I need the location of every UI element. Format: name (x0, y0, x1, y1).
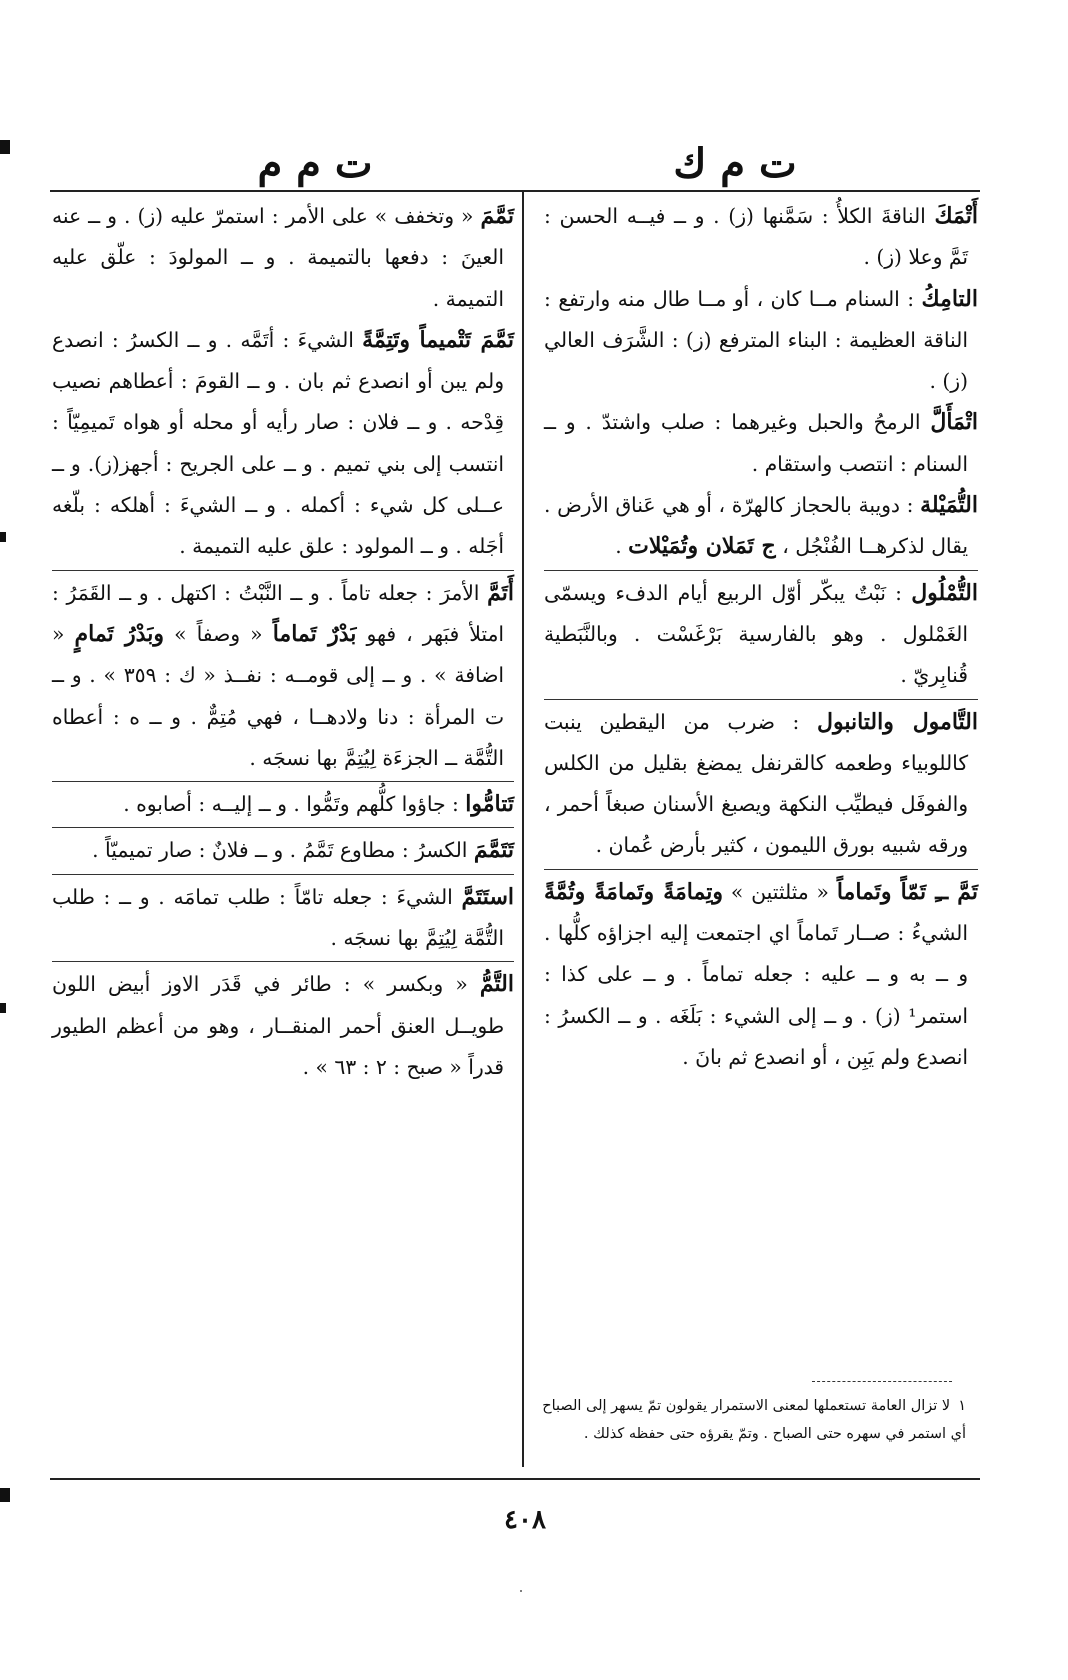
entry-itmaalla (544, 402, 978, 485)
definition-end: . (615, 534, 629, 559)
right-column (536, 196, 978, 1078)
definition: « مثلثتين » (722, 879, 837, 904)
footnote-rule (812, 1381, 952, 1382)
definition-continued: الشيءُ : صــار تَماماً اي اجتمعت إليه اجزاؤه كلُّها . و ــ به و ــ عليه : جعله تماماً . و ــ على كذا : استمر¹ (ز) . و ــ إلى الشيء : بَلَغَه . و ــ الكسرُ : انصدع ولم يَبِن ، أو انصدع ثم بانَ . (544, 921, 968, 1069)
header-right-root: ت م ك (673, 140, 797, 187)
definition: « وتخفف » على الأمر : استمرّ عليه (ز) . و ــ عنه العينَ : دفعها بالتميمة . و ــ المولودَ : علّق عليه التميمة . (52, 204, 504, 311)
definition: الشيءَ : جعله تامّاً : طلب تمامَه . و ــ : طلب التُّمَّة لِيُتِمَّ بها نسجَه . (52, 884, 504, 951)
definition: الناقةَ الكلأُ : سَمَّنها (ز) . و ــ فيــه الحسن : تَمَّ وعلا (ز) . (544, 204, 968, 270)
definition: الكسرُ : مطاوع تَمَّمُ . و ــ فلانٌ : صار تميميّاً . (92, 838, 474, 863)
definition: : دويبة بالحجاز كالهرّة ، أو هي عَناق الأرض . يقال لذكرهــا الفُنْجُل ، (544, 493, 968, 559)
headword: تَتامُّوا (465, 791, 514, 818)
plural-forms: ج تَمَلان وتُمَيْلات (628, 533, 776, 560)
bottom-rule (50, 1478, 980, 1480)
headword: التَّامول والتانبول (816, 708, 978, 735)
entry-altamik (544, 279, 978, 403)
headword: أَتَمَّ (487, 579, 514, 606)
definition-continued: « وصفاً » (163, 621, 273, 646)
entry-altamul (544, 699, 978, 867)
binding-mark-top (0, 140, 10, 154)
headword: اتْمَأَلَّ (930, 409, 978, 436)
entry-tammama-wa (52, 196, 514, 320)
top-rule (50, 190, 980, 192)
entry-istatamma (52, 874, 514, 960)
definition-end: « اضافة » . و ــ إلى قومــه : نفــذ « ك : ٣٥٩ » . و ــ ت المرأة : دنا ولادهــا ، فهي مُتِمٌّ . و ــ ه : أعطاه التُّمَّة ــ الجزءَة لِيُتِمَّ بها نسجَه . (52, 621, 504, 770)
entry-attumm (52, 961, 514, 1088)
binding-mark-lower (0, 1003, 6, 1013)
headword: تَمَّمَ (480, 203, 514, 229)
left-column (52, 196, 514, 1088)
entry-tatammama (52, 827, 514, 871)
footnote (536, 1392, 966, 1448)
entry-atmaka (544, 196, 978, 279)
entry-atamma (52, 570, 514, 779)
column-divider (522, 192, 524, 1467)
headword: تَمَّمَ تَتْميماً وتَتِمَّةً (362, 326, 514, 353)
entry-altumlul (544, 570, 978, 697)
binding-mark-middle (0, 532, 6, 542)
definition: : ضرب من اليقطين ينبت كاللوبياء وطعمه كالقرنفل يمضغ بقليل من الكلس والفوفَل فيطيِّب النكهة ويصبغ الأسنان صبغاً أحمر ، ورقه شبيه بورق الليمون ، كثير بأرض عُمان . (544, 709, 968, 858)
definition: الشيءَ : أتَمَّه . و ــ الكسرُ : انصدع ولم يبن أو انصدع ثم بان . و ــ القومَ : أعطاهم نصيب قِدْحه . و ــ فلان : صار رأيه أو محله أو هواه تَميمِيّاً : انتسب إلى بني تميم . و ــ على الجريح : أجهز(ز). و ــ عــلى كل شيء : أكمله . و ــ الشيءَ : أهلكه : بلّغه أجَله . و ــ المولود : علق عليه التميمة . (52, 327, 504, 559)
definition: : السنام مــا كان ، أو مــا طال منه وارتفع : الناقة العظيمة : البناء المترفع (ز) : الشَّرَف العالي (ز) . (544, 286, 968, 394)
header-left-root: ت م م (257, 140, 373, 187)
definition: : نَبْتٌ يبكّر أوّل الربيع أيام الدفء ويسمّى الغَمْلول . وهو بالفارسية بَرْغَسْت . وبالنَّبَطية قُنابِريّ . (544, 580, 968, 688)
speck (520, 1590, 522, 1592)
definition: الأمرَ : جعله تاماً . و ــ النَّبْتُ : اكتهل . و ــ القَمَرُ : امتلأ فبَهر ، فهو (52, 580, 504, 646)
definition: : جاؤوا كلُّهم وتَمُّوا . و ــ إليــه : أصابوه . (123, 792, 466, 817)
entry-tamma (544, 869, 978, 1078)
entry-tatammu (52, 781, 514, 825)
headword: التامِكُ (921, 285, 978, 312)
definition: « وبكسر » : طائر في قَدَر الاوز أبيض اللون طويــل العنق أحمر المنقــار ، وهو من أعظم الطيور قدراً « صبح : ٢ : ٦٣ » . (52, 972, 504, 1079)
headword: تَمَّ ــِ تَمّاً وتَماماً (836, 878, 979, 905)
headword-variants: وتِمامَةً وتَمامَةً وتُمَّةً (544, 878, 723, 905)
binding-mark-bottom (0, 1488, 10, 1502)
phrase-badr-tamaman: بَدْرٌ تَماماً (272, 620, 357, 647)
headword: تَتَمَّمَ (473, 837, 514, 864)
headword: استَتَمَّ (461, 883, 514, 910)
headword: أَتْمَكَ (934, 203, 978, 229)
headword: التَّمُّ (479, 971, 514, 998)
footnote-text: لا تزال العامة تستعملها لمعنى الاستمرار يقولون تمّ يسهر إلى الصباح أي استمر في سهره حتى الصباح . وتمّ يقرؤه حتى حفظه كذلك . (542, 1398, 966, 1442)
phrase-badru-tamam: وبَدْرُ تَمامٍ (74, 620, 164, 647)
headword: التُّمَيْلة (920, 492, 978, 519)
headword: التُّمْلُول (911, 579, 978, 606)
footnote-number: ١ (958, 1398, 966, 1414)
definition: الرمحُ والحبل وغيرهما : صلب واشتدّ . و ــ السنام : انتصب واستقام . (544, 410, 968, 476)
page-number: ٤٠٨ (504, 1505, 546, 1535)
entry-altumaylah (544, 485, 978, 568)
entry-tammama (52, 320, 514, 568)
